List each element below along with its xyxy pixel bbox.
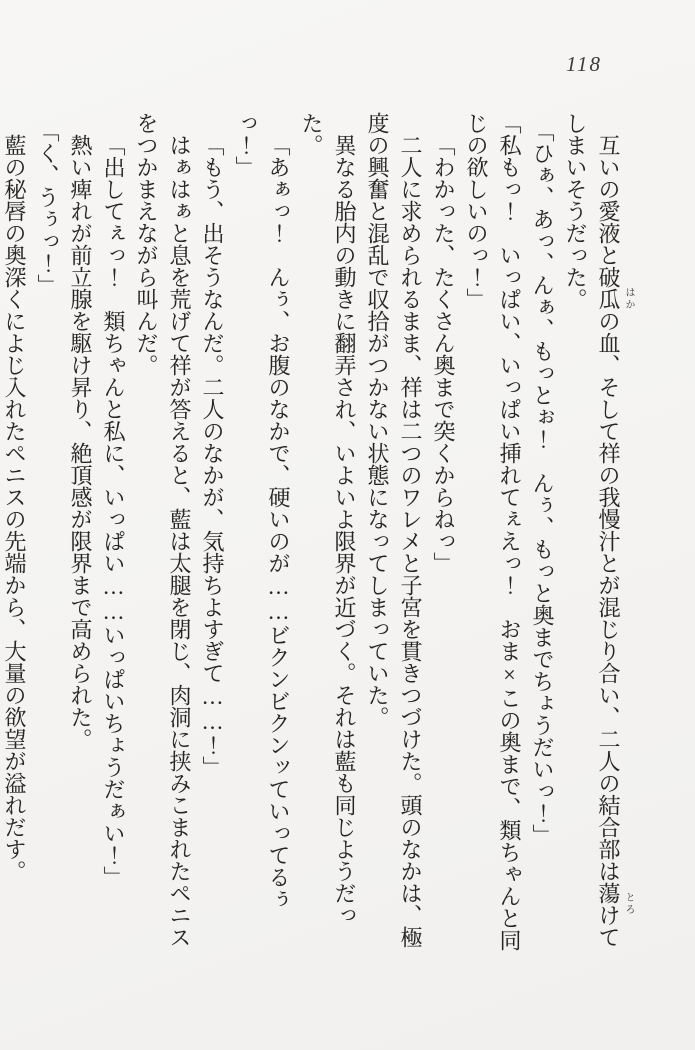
text-run: の血、そして祥の我慢汁とが混じり合い、二人の結合部は [596,310,621,882]
text-line-8: 度の興奮と混乱で収拾がつかない状態になってしまっていた。 [365,112,390,728]
text-line-6: 「わかった、たくさん奥まで突くからねっ」 [431,134,456,574]
text-line-2: しまいそうだった。 [563,112,588,310]
ruby-base: 蕩 [596,882,621,904]
text-line-5: じの欲しいのっ！」 [464,112,489,310]
text-line-7: 二人に求められるまま、祥は二つのワレメと子宮を貫きつづけた。頭のなかは、極 [398,134,423,948]
text-line-10: 「あぁっ！ んぅ、お腹のなかで、硬いのが……ビクンビクンッていってるぅっ！」 [233,112,291,910]
text-line-16: 「く、うぅっ！」 [35,120,60,296]
ruby-base: 破瓜 [596,266,621,310]
text-line-14: 「出してぇっ！ 類ちゃんと私に、いっぱい……いっぱいちょうだぁい！」 [101,134,126,888]
furigana: とろ [623,892,634,916]
page-text [0,112,634,964]
text-line-1 [592,112,634,964]
text-line-4: 「私もっ！ いっぱい、いっぱい挿れてぇえっ！ おま×この奥まで、類ちゃんと同 [497,112,522,951]
text-run: けて [596,904,621,948]
page-number: 118 [566,52,602,76]
text-line-15: 熱い痺れが前立腺を駆け昇り、絶頂感が限界まで高められた。 [68,134,93,750]
text-line-12: はぁはぁと息を荒げて祥が答えると、藍は太腿を閉じ、肉洞に挟みこまれたペニス [167,134,192,948]
text-line-11: 「もう、出そうなんだ。二人のなかが、気持ちよすぎて……！」 [200,134,225,778]
text-line-3: 「ひぁ、あっ、んぁ、もっとぉ！ んぅ、もっと奥までちょうだいっ！」 [530,120,555,846]
text-line-9: 異なる胎内の動きに翻弄され、いよいよ限界が近づく。それは藍も同じようだった。 [299,112,357,926]
ruby-group [596,266,634,311]
text-run: 互いの愛液と [596,134,621,266]
text-line-17: 藍の秘唇の奥深くによじ入れたペニスの先端から、大量の欲望が溢れだす。 [2,134,27,882]
ruby-group [596,882,634,916]
furigana: はか [623,287,634,311]
text-line-13: をつかまえながら叫んだ。 [134,112,159,376]
